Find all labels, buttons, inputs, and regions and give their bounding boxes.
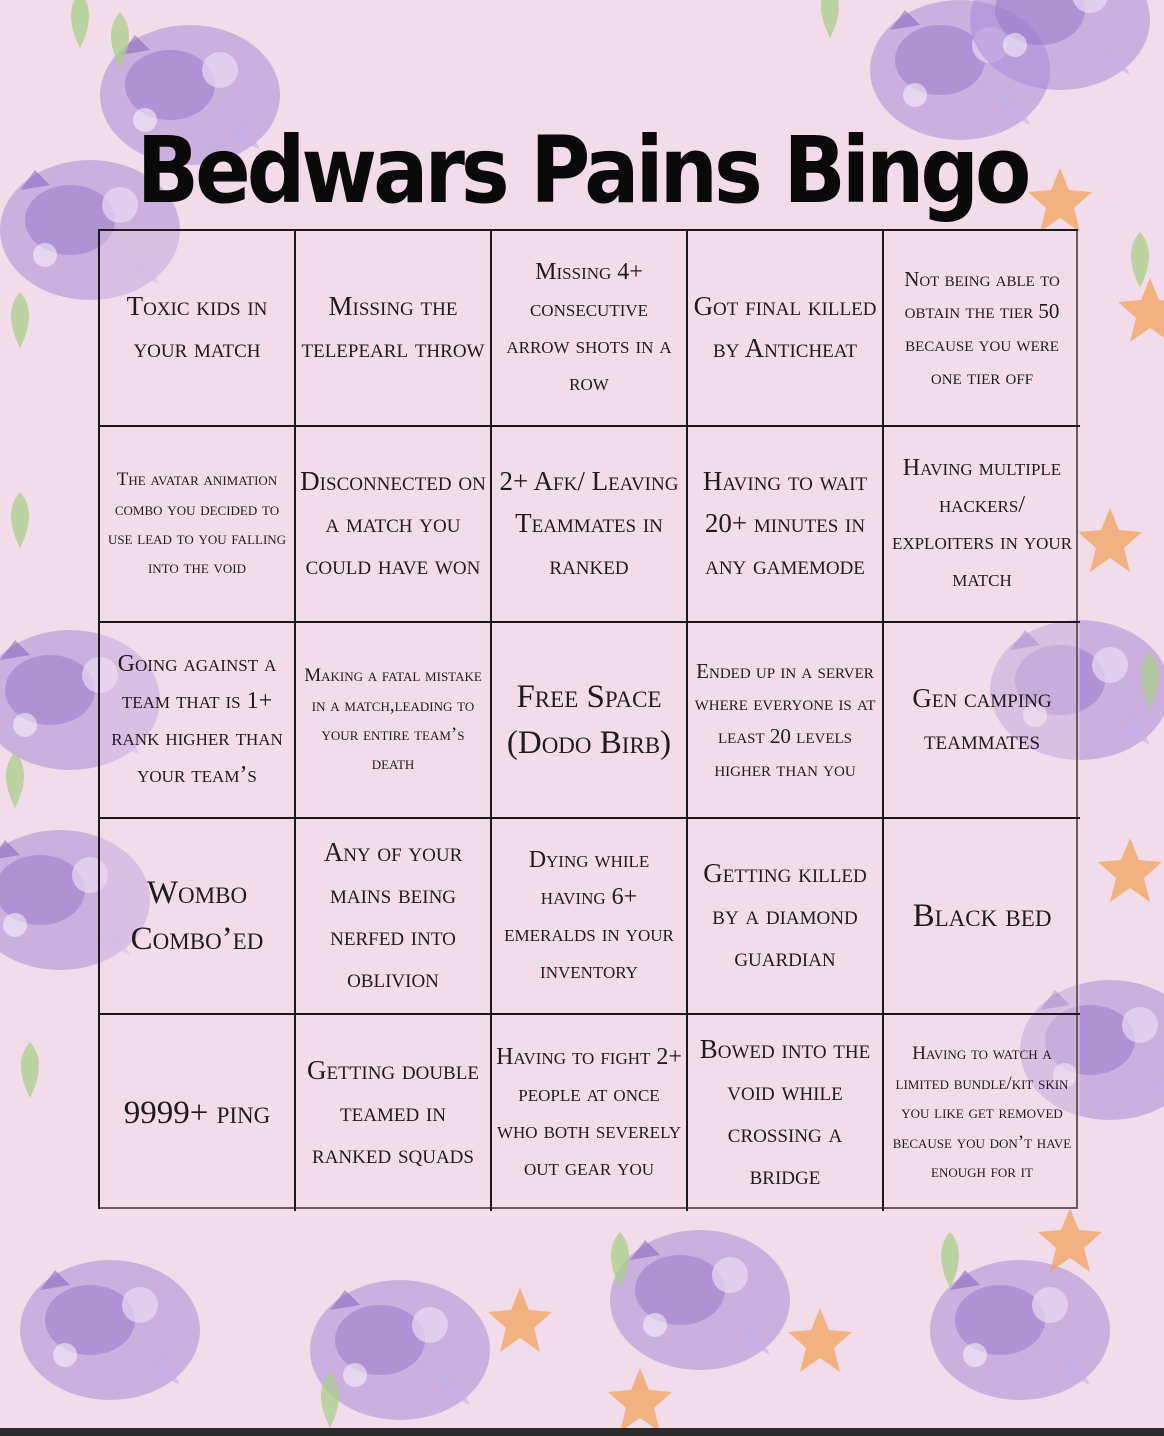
bingo-cell-text: Missing 4+ consecutive arrow shots in a row (506, 258, 672, 397)
page-title: Bedwars Pains Bingo (136, 118, 1028, 225)
bingo-cell-text: Having to fight 2+ people at once who both severely out gear you (496, 1043, 682, 1182)
bingo-cell-text: Having to watch a limited bundle/kit skin you like get removed because you don’t have enough for it (892, 1043, 1072, 1183)
bingo-cell[interactable] (492, 231, 688, 427)
bingo-cell-text: Having multiple hackers/ exploiters in your match (891, 454, 1073, 593)
bingo-cell-text: 9999+ ping (123, 1094, 271, 1131)
bingo-cell-text: Black bed (912, 897, 1052, 934)
bingo-cell[interactable] (296, 623, 492, 819)
bingo-cell[interactable] (884, 231, 1080, 427)
bingo-cell[interactable] (884, 819, 1080, 1015)
bingo-cell-text: Ended up in a server where everyone is at least 20 levels higher than you (694, 658, 876, 781)
bingo-cell[interactable] (296, 819, 492, 1015)
bingo-cell-text: Dying while having 6+ emeralds in your inventory (504, 846, 674, 985)
bingo-cell-text: Not being able to obtain the tier 50 because you were one tier off (904, 266, 1060, 389)
bingo-cell-text: Toxic kids in your match (126, 291, 268, 363)
bingo-cell[interactable] (688, 427, 884, 623)
bingo-cell[interactable] (884, 623, 1080, 819)
bingo-cell-text: Any of your mains being nerfed into oblivion (323, 837, 463, 993)
bingo-cell[interactable] (492, 427, 688, 623)
bingo-cell[interactable] (296, 427, 492, 623)
bingo-cell-text: Got final killed by Anticheat (693, 291, 877, 363)
bingo-cell[interactable] (296, 1015, 492, 1211)
bingo-cell[interactable] (100, 427, 296, 623)
bingo-board (98, 229, 1078, 1209)
bingo-cell-text: Gen camping teammates (912, 683, 1052, 755)
bingo-cell-text: Making a fatal mistake in a match,leading to your entire team’s death (304, 665, 482, 775)
bingo-cell[interactable] (688, 623, 884, 819)
bingo-cell-text: Free Space (Dodo Birb) (506, 678, 672, 761)
bingo-cell[interactable] (884, 427, 1080, 623)
bingo-cell[interactable] (492, 623, 688, 819)
bingo-cell[interactable] (688, 1015, 884, 1211)
bingo-cell[interactable] (100, 819, 296, 1015)
bingo-cell-text: Wombo Combo’ed (130, 874, 264, 957)
bingo-cell-text: Disconnected on a match you could have won (300, 466, 486, 580)
bingo-cell-text: Having to wait 20+ minutes in any gamemode (702, 466, 868, 580)
bingo-cell-text: Getting killed by a diamond guardian (703, 858, 867, 972)
bottom-edge-bar (0, 1428, 1164, 1436)
bingo-cell[interactable] (492, 819, 688, 1015)
bingo-cell-text: The avatar animation combo you decided to use lead to you falling into the void (107, 469, 287, 579)
bingo-cell-text: Missing the telepearl throw (301, 291, 485, 363)
bingo-cell[interactable] (100, 623, 296, 819)
bingo-cell-text: Getting double teamed in ranked squads (307, 1055, 479, 1169)
bingo-cell[interactable] (688, 819, 884, 1015)
bingo-cell-text: 2+ Afk/ Leaving Teammates in ranked (499, 466, 679, 580)
bingo-cell[interactable] (296, 231, 492, 427)
bingo-cell[interactable] (884, 1015, 1080, 1211)
bingo-cell-text: Bowed into the void while crossing a bridge (699, 1034, 871, 1190)
bingo-cell[interactable] (492, 1015, 688, 1211)
bingo-cell-text: Going against a team that is 1+ rank higher than your team’s (111, 650, 283, 789)
bingo-cell[interactable] (688, 231, 884, 427)
bingo-cell[interactable] (100, 231, 296, 427)
bingo-cell[interactable] (100, 1015, 296, 1211)
